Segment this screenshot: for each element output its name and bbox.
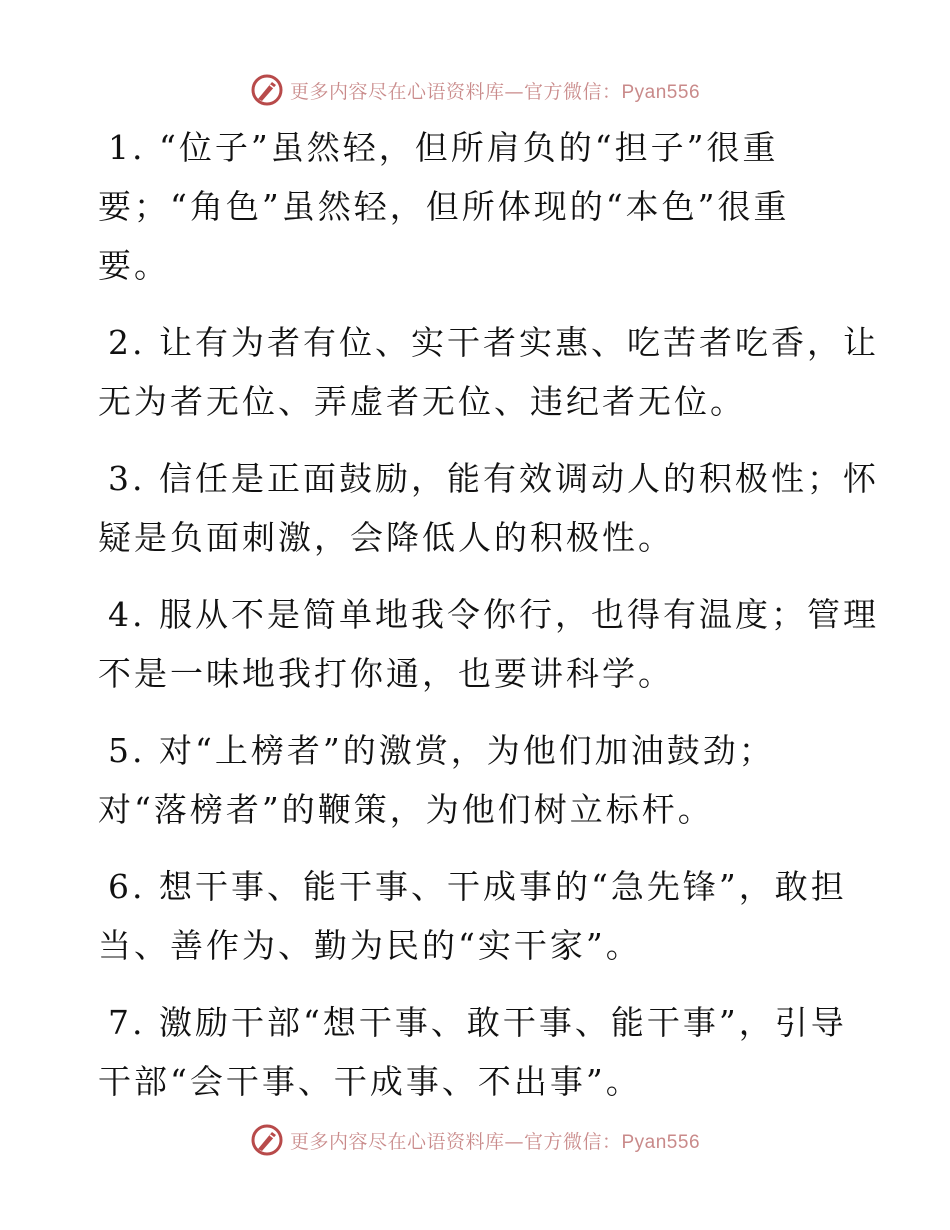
- wechat-id: Pyan556: [621, 81, 701, 103]
- document-body: [98, 118, 879, 1129]
- text-line: 不是一味地我打你通，也要讲科学。: [98, 654, 674, 693]
- text-line: 2. 让有为者有位、实干者实惠、吃苦者吃香，让: [108, 323, 879, 362]
- list-item-1: [98, 118, 838, 295]
- list-item-5: [98, 721, 838, 839]
- list-item-7: [98, 993, 847, 1111]
- text-line: 要。: [98, 246, 170, 285]
- list-item-2: [98, 313, 879, 431]
- footer-banner: [0, 1120, 950, 1160]
- banner-text: 更多内容尽在心语资料库—官方微信：Pyan556: [289, 80, 701, 103]
- text-line: 无为者无位、弄虚者无位、违纪者无位。: [98, 382, 746, 421]
- text-line: 要；“角色”虽然轻，但所体现的“本色”很重: [98, 187, 790, 226]
- list-item-4: [98, 585, 879, 703]
- header-banner: [0, 70, 950, 110]
- text-line: 5. 对“上榜者”的激赏，为他们加油鼓劲；: [108, 731, 775, 770]
- text-line: 4. 服从不是简单地我令你行，也得有温度；管理: [108, 595, 879, 634]
- pen-feather-logo-icon: [250, 73, 284, 107]
- pen-feather-logo-icon: [250, 1123, 284, 1157]
- list-item-6: [98, 857, 847, 975]
- wechat-id: Pyan556: [621, 1131, 701, 1153]
- text-line: 6. 想干事、能干事、干成事的“急先锋”，敢担: [108, 867, 847, 906]
- text-line: 1. “位子”虽然轻，但所肩负的“担子”很重: [108, 128, 779, 167]
- text-line: 干部“会干事、干成事、不出事”。: [98, 1062, 642, 1101]
- text-line: 3. 信任是正面鼓励，能有效调动人的积极性；怀: [108, 459, 879, 498]
- list-item-3: [98, 449, 879, 567]
- text-line: 当、善作为、勤为民的“实干家”。: [98, 926, 642, 965]
- text-line: 对“落榜者”的鞭策，为他们树立标杆。: [98, 790, 714, 829]
- text-line: 7. 激励干部“想干事、敢干事、能干事”，引导: [108, 1003, 847, 1042]
- text-line: 疑是负面刺激，会降低人的积极性。: [98, 518, 674, 557]
- banner-text: 更多内容尽在心语资料库—官方微信：Pyan556: [289, 1130, 701, 1153]
